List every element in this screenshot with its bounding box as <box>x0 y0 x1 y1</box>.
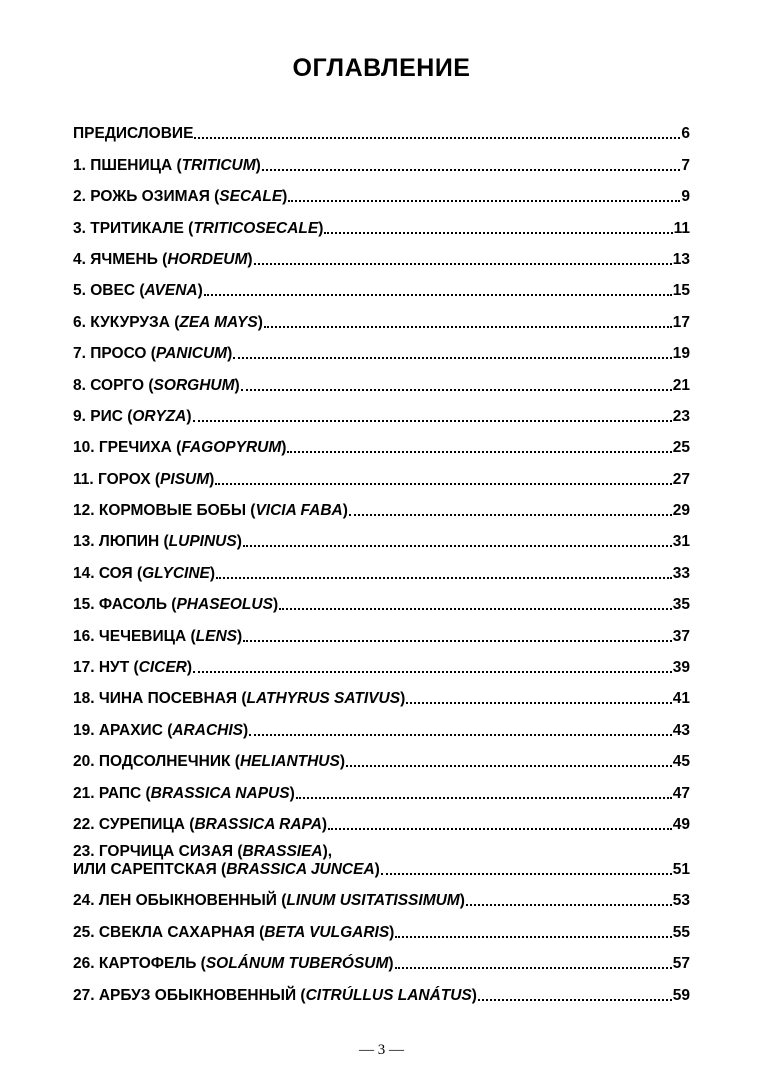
toc-entry-suffix: ) <box>209 470 215 488</box>
toc-entry-prefix: 19. АРАХИС ( <box>73 721 173 739</box>
toc-entry-title <box>73 987 477 1005</box>
toc-entry-title <box>73 533 242 551</box>
page-title: ОГЛАВЛЕНИЕ <box>292 54 471 82</box>
toc-page-number: 53 <box>672 892 690 910</box>
toc-entry-suffix: ) <box>400 690 406 708</box>
dot-leader <box>288 200 680 202</box>
toc-entry-title <box>73 125 193 143</box>
toc-page-number: 39 <box>672 659 690 677</box>
toc-entry-suffix: ) <box>236 627 243 645</box>
toc-page-number: 13 <box>672 250 690 268</box>
toc-entry-title <box>73 596 278 614</box>
toc-entry-title <box>73 816 327 834</box>
toc-entry-latin: SECALE <box>219 188 283 206</box>
toc-entry-latin: LATHYRUS SATIVUS <box>246 690 401 708</box>
toc-entry <box>73 740 690 771</box>
toc-entry-latin: GLYCINE <box>142 564 210 582</box>
toc-entry-prefix: 16. ЧЕЧЕВИЦА ( <box>73 627 196 645</box>
toc-entry <box>73 973 690 1004</box>
toc-entry <box>73 112 690 143</box>
toc-page-number: 7 <box>681 156 690 174</box>
toc-entry-title <box>73 439 286 457</box>
toc-entry-title <box>73 220 323 238</box>
toc-entry-suffix: ) <box>209 564 216 582</box>
toc-page-number: 35 <box>672 596 690 614</box>
toc-entry-latin: PHASEOLUS <box>176 596 273 614</box>
toc-entry-prefix: 2. РОЖЬ ОЗИМАЯ ( <box>73 188 220 206</box>
toc-entry-prefix: 5. ОВЕС ( <box>73 282 145 300</box>
toc-entry-latin: ARACHIS <box>172 721 243 739</box>
toc-entry-latin: TRITICUM <box>181 156 256 174</box>
dot-leader <box>287 451 671 453</box>
toc-entry-suffix: ) <box>471 986 477 1004</box>
toc-page-number: 57 <box>672 955 690 973</box>
toc-entry-23 <box>73 834 690 879</box>
toc-entry-prefix: 21. РАПС ( <box>73 784 151 802</box>
toc-page-number: 31 <box>672 533 690 551</box>
dot-leader <box>262 169 681 171</box>
toc-entry-prefix: 6. КУКУРУЗА ( <box>73 313 180 331</box>
toc-entry-title <box>73 924 394 942</box>
toc-entry-latin: FAGOPYRUM <box>181 439 282 457</box>
dot-leader <box>194 137 680 139</box>
toc-entry-title <box>73 892 465 910</box>
toc-entry-prefix: 9. РИС ( <box>73 407 133 425</box>
toc-entry-prefix: 27. АРБУЗ ОБЫКНОВЕННЫЙ ( <box>73 986 306 1004</box>
toc-entry-latin: BRASSICA RAPA <box>194 815 322 833</box>
toc-entry-suffix: ) <box>282 188 288 206</box>
dot-leader <box>381 873 672 875</box>
toc-entry-title <box>73 753 345 771</box>
toc-entry-suffix: ) <box>272 596 279 614</box>
dot-leader <box>478 999 672 1001</box>
toc-entry-title <box>73 408 192 426</box>
toc-entry-title <box>73 628 242 646</box>
toc-entry-latin: ZEA MAYS <box>179 313 258 331</box>
toc-entry-suffix: ) <box>389 923 395 941</box>
toc-entry-prefix: 7. ПРОСО ( <box>73 345 156 363</box>
toc-entry <box>73 803 690 834</box>
dot-leader <box>395 967 672 969</box>
toc-entry <box>73 238 690 269</box>
toc-entry <box>73 520 690 551</box>
toc-page-number: 49 <box>672 815 690 833</box>
toc-page-number: 37 <box>672 627 690 645</box>
toc-entry-title <box>73 345 232 363</box>
dot-leader <box>349 514 672 516</box>
dot-leader <box>233 357 671 359</box>
toc-entry-latin: LENS <box>195 627 237 645</box>
toc-entry-suffix: ) <box>242 721 249 739</box>
toc-entry-suffix: ) <box>339 753 345 771</box>
toc-entry-prefix: 22. СУРЕПИЦА ( <box>73 815 195 833</box>
toc-entry-prefix: 17. НУТ ( <box>73 659 139 677</box>
toc-entry-latin: TRITICOSECALE <box>193 219 319 237</box>
toc-page-number: 59 <box>672 986 690 1004</box>
toc-entry <box>73 457 690 488</box>
toc-entry <box>73 300 690 331</box>
dot-leader <box>395 936 671 938</box>
toc-entry-prefix: 20. ПОДСОЛНЕЧНИК ( <box>73 753 240 771</box>
toc-entry-latin: LUPINUS <box>168 533 237 551</box>
toc-entry <box>73 332 690 363</box>
toc-page-number: 11 <box>673 219 690 237</box>
toc-entry-suffix: ) <box>255 156 261 174</box>
dot-leader <box>324 232 672 234</box>
table-of-contents <box>73 112 690 1005</box>
toc-entry-prefix: 25. СВЕКЛА САХАРНАЯ ( <box>73 923 265 941</box>
toc-entry <box>73 206 690 237</box>
toc-entry-latin: BRASSICA NAPUS <box>150 784 290 802</box>
toc-page-number: 51 <box>672 860 690 878</box>
toc-entry-prefix: 23. ГОРЧИЦА СИЗАЯ ( <box>73 842 243 860</box>
toc-entry-prefix: 8. СОРГО ( <box>73 376 154 394</box>
toc-entry-latin: PISUM <box>160 470 210 488</box>
toc-entry-suffix: ) <box>374 860 380 878</box>
toc-page-number: 17 <box>672 313 690 331</box>
toc-entry <box>73 395 690 426</box>
toc-entry-prefix: 24. ЛЕН ОБЫКНОВЕННЫЙ ( <box>73 892 287 910</box>
toc-entry-latin: HORDEUM <box>167 250 248 268</box>
toc-entry-latin: ORYZA <box>132 407 187 425</box>
toc-entry-latin: BETA VULGARIS <box>264 923 390 941</box>
toc-entry-title <box>73 659 192 677</box>
toc-entry-prefix: 10. ГРЕЧИХА ( <box>73 439 182 457</box>
toc-page-number: 19 <box>672 345 690 363</box>
toc-entry-latin: SOLÁNUM TUBERÓSUM <box>205 955 389 973</box>
toc-entry-title <box>73 565 215 583</box>
toc-entry-suffix: ) <box>186 659 193 677</box>
toc-entry-prefix: 14. СОЯ ( <box>73 564 143 582</box>
dot-leader <box>466 904 672 906</box>
toc-page-number: 45 <box>672 753 690 771</box>
toc-entry <box>73 363 690 394</box>
toc-entry-suffix: ) <box>227 345 233 363</box>
toc-entry-prefix: 3. ТРИТИКАЛЕ ( <box>73 219 194 237</box>
toc-entry-title <box>73 251 253 269</box>
toc-entry-title <box>73 785 295 803</box>
toc-entry <box>73 269 690 300</box>
toc-entry-prefix: 15. ФАСОЛЬ ( <box>73 596 177 614</box>
dot-leader <box>264 326 672 328</box>
toc-entry-latin: LINUM USITATISSIMUM <box>286 892 460 910</box>
toc-entry-prefix: 26. КАРТОФЕЛЬ ( <box>73 955 206 973</box>
dot-leader <box>296 797 672 799</box>
toc-entry-title <box>73 188 287 206</box>
toc-entry-prefix: ИЛИ САРЕПТСКАЯ ( <box>73 860 227 878</box>
toc-entry <box>73 489 690 520</box>
toc-entry-title <box>73 157 261 175</box>
toc-entry <box>73 175 690 206</box>
toc-entry <box>73 426 690 457</box>
toc-page-number: 6 <box>681 125 690 143</box>
toc-entry-title <box>73 722 248 740</box>
toc-entry-latin: PANICUM <box>155 345 228 363</box>
toc-entry <box>73 551 690 582</box>
toc-entry-title <box>73 282 203 300</box>
toc-entry-latin: CICER <box>138 659 187 677</box>
dot-leader <box>204 294 672 296</box>
toc-page-number: 25 <box>672 439 690 457</box>
toc-entry-prefix: 1. ПШЕНИЦА ( <box>73 156 182 174</box>
toc-page-number: 27 <box>672 470 690 488</box>
toc-page-number: 21 <box>672 376 690 394</box>
toc-entry-prefix: 18. ЧИНА ПОСЕВНАЯ ( <box>73 690 247 708</box>
toc-entry-suffix: ) <box>281 439 287 457</box>
toc-entry-suffix: ) <box>247 250 253 268</box>
toc-entry <box>73 771 690 802</box>
toc-entry-suffix: ) <box>459 892 465 910</box>
toc-entry <box>73 143 690 174</box>
toc-page-number: 9 <box>681 188 690 206</box>
dot-leader <box>193 420 672 422</box>
dot-leader <box>243 640 672 642</box>
toc-entry <box>73 942 690 973</box>
toc-entry-latin: VICIA FABA <box>255 502 343 520</box>
dot-leader <box>241 389 672 391</box>
toc-entry <box>73 583 690 614</box>
toc-entry-prefix: ПРЕДИСЛОВИЕ <box>73 125 194 143</box>
toc-entry-latin: CITRÚLLUS LANÁTUS <box>305 986 472 1004</box>
toc-entry <box>73 708 690 739</box>
toc-entry <box>73 910 690 941</box>
toc-page-number: 47 <box>672 784 690 802</box>
toc-entry-suffix: ) <box>236 533 242 551</box>
toc-entry-suffix: ), <box>322 842 333 860</box>
toc-entry-title <box>73 377 240 395</box>
toc-entry-title <box>73 314 263 332</box>
toc-entry-prefix: 12. КОРМОВЫЕ БОБЫ ( <box>73 502 256 520</box>
toc-page-number: 33 <box>672 564 690 582</box>
toc-page-number: 55 <box>672 923 690 941</box>
toc-entry-suffix: ) <box>321 815 328 833</box>
toc-entry-suffix: ) <box>186 407 192 425</box>
toc-entry-suffix: ) <box>197 282 203 300</box>
dot-leader <box>193 671 672 673</box>
dot-leader <box>249 734 672 736</box>
toc-page-number: 23 <box>672 407 690 425</box>
toc-page-number: 41 <box>672 690 690 708</box>
toc-entry-suffix: ) <box>318 219 324 237</box>
toc-entry-prefix: 13. ЛЮПИН ( <box>73 533 169 551</box>
dot-leader <box>328 828 672 830</box>
toc-entry <box>73 646 690 677</box>
toc-entry-title <box>73 502 348 520</box>
toc-entry <box>73 879 690 910</box>
toc-page-number: 15 <box>672 282 690 300</box>
dot-leader <box>215 483 671 485</box>
toc-entry-latin: SORGHUM <box>153 376 235 394</box>
toc-entry-latin: BRASSIEA <box>242 842 323 860</box>
toc-entry-prefix: 4. ЯЧМЕНЬ ( <box>73 250 168 268</box>
toc-entry-title <box>73 843 380 879</box>
dot-leader <box>254 263 672 265</box>
toc-entry <box>73 614 690 645</box>
toc-entry <box>73 677 690 708</box>
dot-leader <box>406 702 672 704</box>
toc-entry-suffix: ) <box>388 955 394 973</box>
dot-leader <box>243 545 672 547</box>
dot-leader <box>279 608 672 610</box>
toc-entry-latin: BRASSICA JUNCEA <box>226 860 375 878</box>
toc-entry-suffix: ) <box>289 784 295 802</box>
toc-entry-title <box>73 955 394 973</box>
page-number-footer: — 3 — <box>359 1042 404 1058</box>
toc-entry-title <box>73 690 405 708</box>
toc-entry-prefix: 11. ГОРОХ ( <box>73 470 161 488</box>
toc-entry-suffix: ) <box>257 313 263 331</box>
toc-page-number: 29 <box>672 502 690 520</box>
toc-entry-latin: AVENA <box>144 282 198 300</box>
toc-entry-suffix: ) <box>342 502 348 520</box>
toc-page-number: 43 <box>672 721 690 739</box>
toc-entry-latin: HELIANTHUS <box>239 753 340 771</box>
dot-leader <box>346 765 672 767</box>
toc-entry-title <box>73 471 214 489</box>
dot-leader <box>216 577 672 579</box>
toc-entry-suffix: ) <box>234 376 240 394</box>
